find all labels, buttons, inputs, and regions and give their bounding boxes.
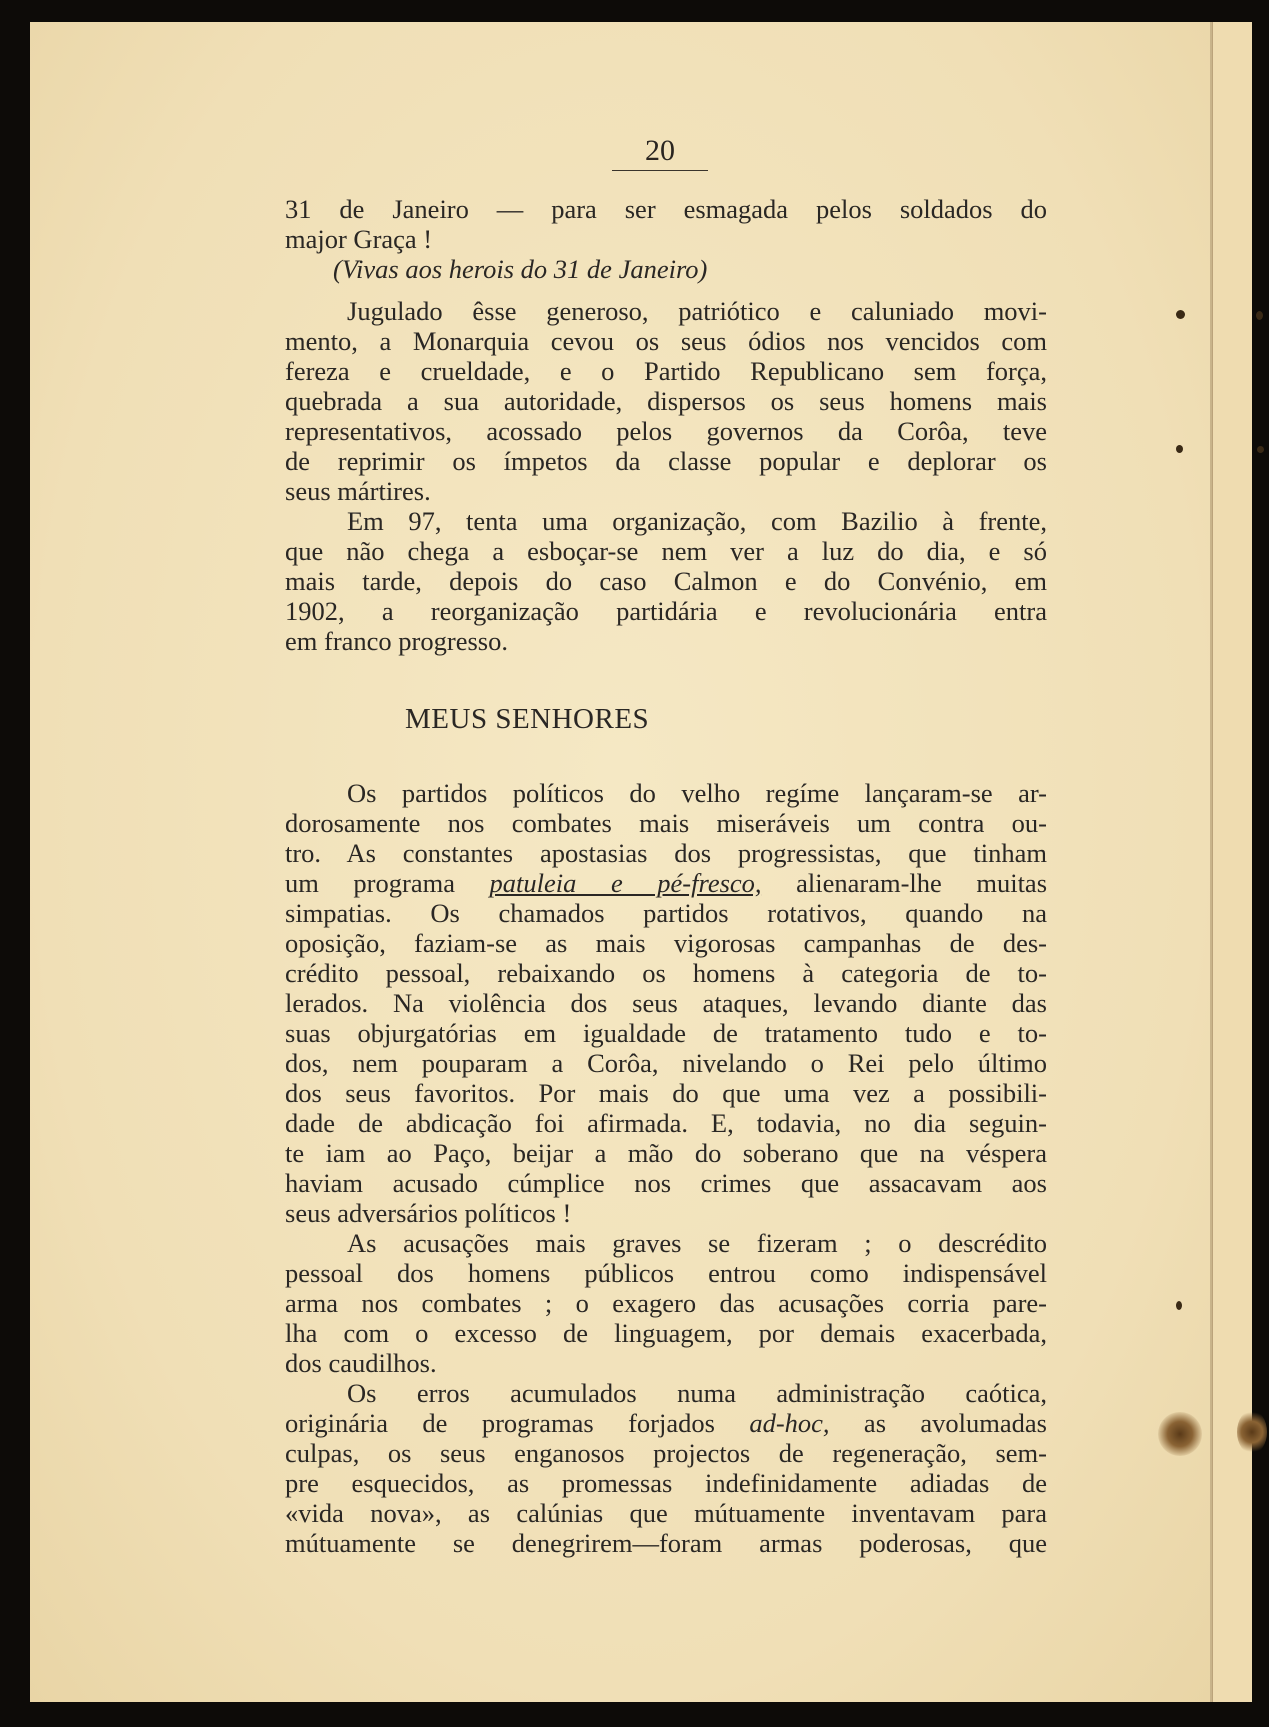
text-fragment: originária de programas forjados [285,1408,750,1438]
text-line: dos caudilhos. [285,1348,437,1378]
ink-spot [1176,1301,1182,1310]
text-line: 31 de Janeiro — para ser esmagada pelos soldados do [285,194,1047,224]
text-line: seus adversários políticos ! [285,1198,572,1228]
stain-mark [1237,1410,1267,1454]
text-line: crédito pessoal, rebaixando os homens à categoria de to- [285,958,1047,988]
text-line: de reprimir os ímpetos da classe popular e deplorar os [285,446,1047,476]
text-line: Em 97, tenta uma organização, com Bazilio à frente, [347,506,1047,536]
text-line: seus mártires. [285,476,431,506]
text-line: dos seus favoritos. Por mais do que uma vez a possibili- [285,1078,1047,1108]
text-line: que não chega a esboçar-se nem ver a luz do dia, e só [285,536,1047,566]
text-line-mixed [285,868,1047,898]
section-heading: MEUS SENHORES [405,703,650,735]
text-fragment: alienaram-lhe muitas [761,868,1048,898]
text-line: dos, nem pouparam a Corôa, nivelando o Rei pelo último [285,1048,1047,1078]
emphasized-phrase: ad-hoc, [749,1408,830,1438]
text-line: As acusações mais graves se fizeram ; o descrédito [347,1228,1047,1258]
body-text [285,194,1047,1558]
text-line: mais tarde, depois do caso Calmon e do Convénio, em [285,566,1047,596]
text-line: lerados. Na violência dos seus ataques, levando diante das [285,988,1047,1018]
text-line: mútuamente se denegrirem—foram armas poderosas, que [285,1528,1047,1558]
ink-spot [1176,310,1185,319]
text-line: «vida nova», as calúnias que mútuamente inventavam para [285,1498,1047,1528]
emphasized-phrase: patuleia e pé-fresco, [489,868,762,898]
text-line: representativos, acossado pelos governos da Corôa, teve [285,416,1047,446]
text-fragment: as avolumadas [829,1408,1047,1438]
ink-spot [1256,311,1263,320]
text-line: dade de abdicação foi afirmada. E, todavia, no dia seguin- [285,1108,1047,1138]
text-line: Os erros acumulados numa administração caótica, [347,1378,1047,1408]
ink-spot [1257,446,1264,453]
page-fold-line [1212,22,1213,1702]
text-line: mento, a Monarquia cevou os seus ódios nos vencidos com [285,326,1047,356]
text-line: em franco progresso. [285,626,508,656]
spacer [285,284,1047,296]
text-line: fereza e crueldade, e o Partido Republicano sem força, [285,356,1047,386]
text-line: lha com o excesso de linguagem, por demais exacerbada, [285,1318,1047,1348]
text-line: culpas, os seus enganosos projectos de regeneração, sem- [285,1438,1047,1468]
text-line: suas objurgatórias em igualdade de tratamento tudo e to- [285,1018,1047,1048]
text-line: pre esquecidos, as promessas indefinidamente adiadas de [285,1468,1047,1498]
text-line: oposição, faziam-se as mais vigorosas campanhas de des- [285,928,1047,958]
page-number: 20 [612,134,708,171]
text-line: 1902, a reorganização partidária e revolucionária entra [285,596,1047,626]
text-line: quebrada a sua autoridade, dispersos os seus homens mais [285,386,1047,416]
ink-spot [1176,445,1183,453]
text-line-mixed [285,1408,1047,1438]
text-line: simpatias. Os chamados partidos rotativos, quando na [285,898,1047,928]
text-line: major Graça ! [285,224,433,254]
text-line: dorosamente nos combates mais miseráveis um contra ou- [285,808,1047,838]
text-line: Jugulado êsse generoso, patriótico e caluniado movi- [347,296,1047,326]
stain-mark [1158,1412,1202,1456]
text-fragment: um programa [285,868,490,898]
italic-line: (Vivas aos herois do 31 de Janeiro) [333,254,708,284]
text-line: tro. As constantes apostasias dos progressistas, que tinham [285,838,1047,868]
text-line: haviam acusado cúmplice nos crimes que assacavam aos [285,1168,1047,1198]
text-line: te iam ao Paço, beijar a mão do soberano que na véspera [285,1138,1047,1168]
text-line: pessoal dos homens públicos entrou como indispensável [285,1258,1047,1288]
text-line: arma nos combates ; o exagero das acusações corria pare- [285,1288,1047,1318]
text-line: Os partidos políticos do velho regíme lançaram-se ar- [347,778,1047,808]
